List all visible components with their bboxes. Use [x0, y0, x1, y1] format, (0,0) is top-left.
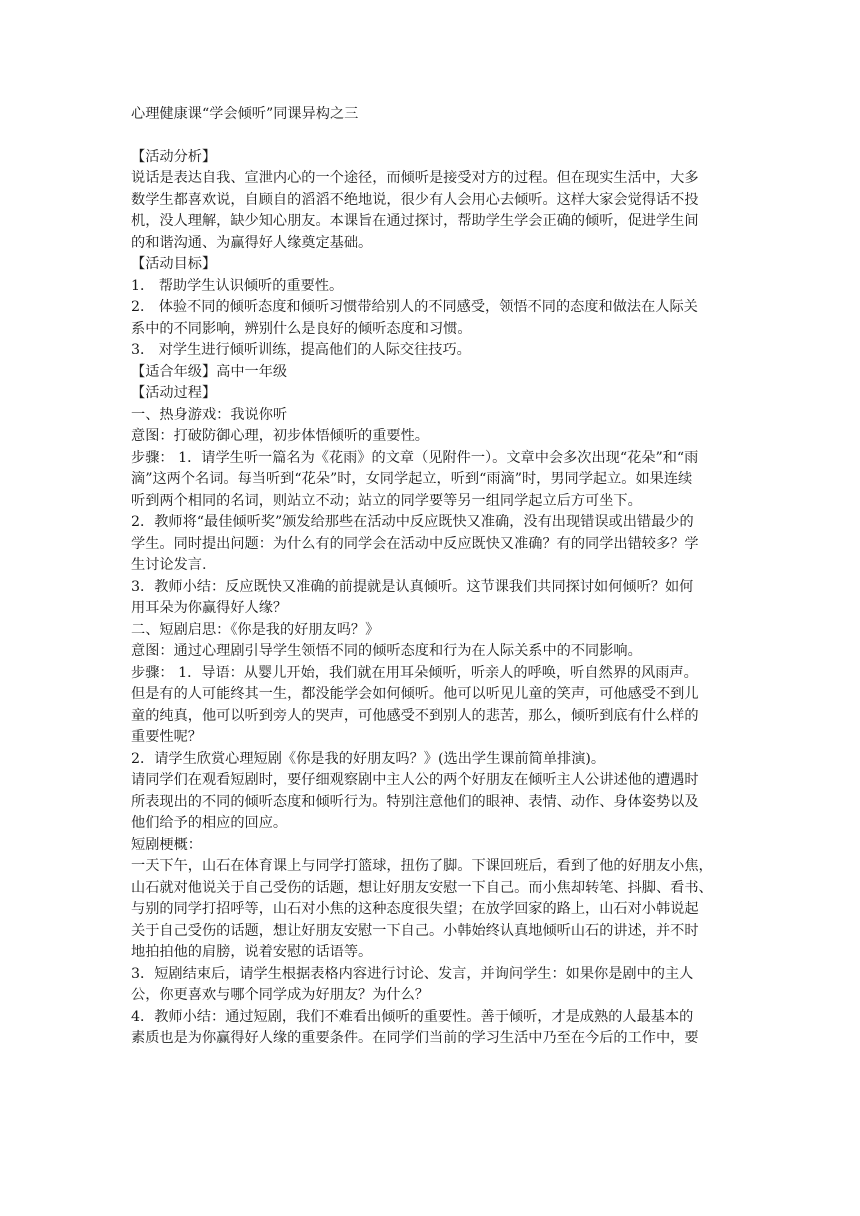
paragraph-line: 但是有的人可能终其一生，都没能学会如何倾听。他可以听见儿童的笑声，可他感受不到儿: [131, 686, 699, 702]
paragraph-line: 一天下午，山石在体育课上与同学打篮球，扭伤了脚。下课回班后，看到了他的好朋友小焦，: [131, 858, 713, 874]
paragraph-line: 山石就对他说关于自己受伤的话题，想让好朋友安慰一下自己。而小焦却转笔、抖脚、看书、: [131, 879, 713, 896]
paragraph-line: 机，没人理解，缺少知心朋友。本课旨在通过探讨，帮助学生学会正确的倾听，促进学生间: [131, 213, 699, 229]
paragraph-line: 2．教师将“最佳倾听奖”颁发给那些在活动中反应既快又准确，没有出现错误或出错最少的: [131, 514, 694, 530]
goal-item-3: 3． 对学生进行倾听训练，提高他们的人际交往技巧。: [131, 342, 471, 358]
goal-item-1: 1． 帮助学生认识倾听的重要性。: [131, 277, 344, 294]
paragraph-line: 听到两个相同的名词，则站立不动；站立的同学要等另一组同学起立后方可坐下。: [131, 492, 642, 509]
section-heading-grade: 【适合年级】高中一年级: [131, 363, 288, 380]
paragraph-line: 4．教师小结：通过短剧，我们不难看出倾听的重要性。善于倾听，才是成熟的人最基本的: [131, 1008, 694, 1025]
paragraph-line: 与别的同学打招呼等，山石对小焦的这种态度很失望；在放学回家的路上，山石对小韩说起: [131, 901, 699, 917]
paragraph-line: 地拍拍他的肩膀，说着安慰的话语等。: [131, 944, 373, 960]
paragraph-line: 意图：通过心理剧引导学生领悟不同的倾听态度和行为在人际关系中的不同影响。: [131, 643, 642, 659]
paragraph-line: 步骤： 1．请学生听一篇名为《花雨》的文章（见附件一）。文章中会多次出现“花朵”和“雨: [131, 449, 699, 466]
paragraph-line: 说话是表达自我、宣泄内心的一个途径，而倾听是接受对方的过程。但在现实生活中，大多: [131, 170, 699, 186]
paragraph-line: 生讨论发言.: [131, 557, 207, 573]
goal-item-2: 2． 体验不同的倾听态度和倾听习惯带给别人的不同感受，领悟不同的态度和做法在人际关: [131, 299, 698, 315]
section-heading-analysis: 【活动分析】: [131, 148, 217, 165]
paragraph-line: 请同学们在观看短剧时，要仔细观察剧中主人公的两个好朋友在倾听主人公讲述他的遭遇时: [131, 772, 699, 788]
paragraph-line: 关于自己受伤的话题，想让好朋友安慰一下自己。小韩始终认真地倾听山石的讲述，并不时: [131, 922, 699, 939]
paragraph-line: 3．教师小结：反应既快又准确的前提就是认真倾听。这节课我们共同探讨如何倾听？如何: [131, 578, 694, 595]
section-heading-goals: 【活动目标】: [131, 256, 217, 272]
paragraph-line: 他们给予的相应的回应。: [131, 815, 288, 831]
paragraph-line: 滴”这两个名词。每当听到“花朵”时，女同学起立，听到“雨滴”时，男同学起立。如果连续: [131, 471, 693, 487]
paragraph-line: 3．短剧结束后，请学生根据表格内容进行讨论、发言，并询问学生：如果你是剧中的主人: [131, 965, 694, 982]
paragraph-line: 重要性呢？: [131, 729, 202, 745]
paragraph-line: 步骤： 1．导语：从婴儿开始，我们就在用耳朵倾听，听亲人的呼唤，听自然界的风雨声。: [131, 664, 698, 681]
paragraph-line: 学生。同时提出问题：为什么有的同学会在活动中反应既快又准确？有的同学出错较多？学: [131, 535, 699, 552]
paragraph-line: 2．请学生欣赏心理短剧《你是我的好朋友吗？》(选出学生课前简单排演)。: [131, 750, 606, 767]
paragraph-line: 意图：打破防御心理，初步体悟倾听的重要性。: [131, 428, 429, 444]
goal-item-2-continued: 系中的不同影响，辨别什么是良好的倾听态度和习惯。: [131, 320, 472, 337]
subsection-heading-drama: 二、短剧启思：《你是我的好朋友吗？》: [131, 621, 380, 638]
paragraph-line: 数学生都喜欢说，自顾自的滔滔不绝地说，很少有人会用心去倾听。这样大家会觉得话不投: [131, 191, 699, 208]
paragraph-line: 用耳朵为你赢得好人缘？: [131, 600, 288, 616]
paragraph-line: 素质也是为你赢得好人缘的重要条件。在同学们当前的学习生活中乃至在今后的工作中，要: [131, 1030, 699, 1046]
document-title: 心理健康课“学会倾听”同课异构之三: [131, 106, 359, 122]
subsection-heading-warmup: 一、热身游戏：我说你听: [131, 406, 288, 423]
document-body: [131, 104, 731, 1050]
paragraph-line: 童的纯真，他可以听到旁人的哭声，可他感受不到别人的悲苦，那么，倾听到底有什么样的: [131, 707, 699, 724]
section-heading-process: 【活动过程】: [131, 385, 217, 401]
paragraph-line: 所表现出的不同的倾听态度和倾听行为。特别注意他们的眼神、表情、动作、身体姿势以及: [131, 793, 699, 810]
paragraph-line: 的和谐沟通、为赢得好人缘奠定基础。: [131, 234, 373, 251]
paragraph-line: 公，你更喜欢与哪个同学成为好朋友？为什么？: [131, 987, 429, 1003]
synopsis-heading: 短剧梗概：: [131, 836, 202, 853]
